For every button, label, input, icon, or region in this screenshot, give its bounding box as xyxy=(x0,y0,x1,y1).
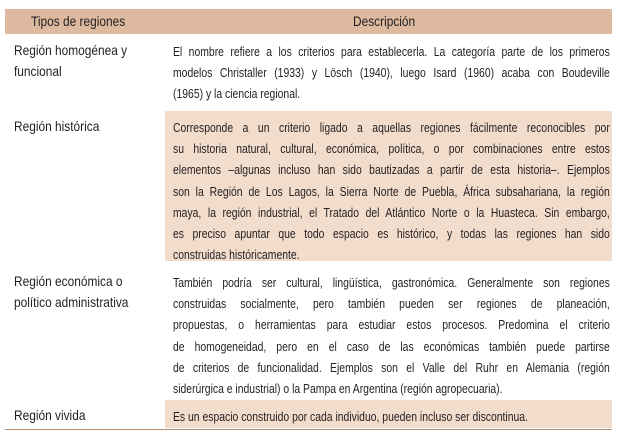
region-type-label xyxy=(14,40,127,82)
description-line: (1965) y la ciencia regional. xyxy=(173,86,301,102)
description-line: propuestas, o herramientas para estudiar estos procesos. Predomina el criterio xyxy=(173,317,610,333)
region-description xyxy=(173,272,610,399)
region-type-label xyxy=(14,116,99,137)
description-line: es preciso apuntar que todo espacio es histórico, y todas las regiones han sido xyxy=(173,225,610,241)
description-line: Corresponde a un criterio ligado a aquellas regiones fácilmente reconocibles por xyxy=(173,120,610,135)
description-line: siderúrgica e industrial) o la Pampa en Argentina (región agropecuaria). xyxy=(173,380,503,396)
table-row xyxy=(5,36,612,106)
description-line: Es un espacio construido por cada individuo, pueden incluso ser discontinua. xyxy=(173,409,528,424)
label-line: Región económica o xyxy=(14,273,123,289)
description-line: El nombre refiere a los criterios para establecerla. La categoría parte de los primeros xyxy=(173,44,610,59)
description-line: construidas históricamente. xyxy=(173,247,300,263)
description-line: modelos Christaller (1933) y Lösch (1940), luego Isard (1960) acaba con Boudeville xyxy=(173,65,610,81)
region-description xyxy=(173,41,610,105)
table-row xyxy=(5,400,612,428)
table-row xyxy=(5,111,612,261)
table-row xyxy=(5,267,612,395)
description-line: elementos –algunas incluso han sido bautizadas a partir de esta historia–. Ejemplos xyxy=(173,162,610,178)
region-description xyxy=(173,406,610,427)
label-line: Región homogénea y xyxy=(14,42,128,58)
label-line: funcional xyxy=(14,63,62,79)
region-type-label xyxy=(14,271,128,313)
description-line: También podría ser cultural, lingüística, gastronómica. Generalmente son regiones xyxy=(173,275,610,290)
description-line: su historia natural, cultural, económica, política, o por combinaciones entre estos xyxy=(173,141,610,157)
region-type-label xyxy=(14,405,85,426)
header-descripcion: Descripción xyxy=(353,13,416,29)
description-line: construidas socialmente, pero también pueden ser regiones de planeación, xyxy=(173,296,610,312)
description-line: son la Región de Los Lagos, la Sierra Norte de Puebla, África subsahariana, la región xyxy=(173,183,610,199)
label-line: político administrativa xyxy=(14,294,129,310)
description-line: maya, la región industrial, el Tratado del Atlántico Norte o la Huasteca. Sin embargo, xyxy=(173,204,610,220)
label-line: Región histórica xyxy=(14,118,100,134)
description-line: de criterios de funcionalidad. Ejemplos son el Valle del Ruhr en Alemania (región xyxy=(173,359,610,375)
table-bottom-rule xyxy=(5,429,612,430)
table-header xyxy=(5,9,612,34)
header-tipos: Tipos de regiones xyxy=(31,13,126,29)
description-line: de homogeneidad, pero en el caso de las económicas también puede partirse xyxy=(173,338,610,354)
region-description xyxy=(173,117,610,265)
label-line: Región vivida xyxy=(14,407,86,423)
